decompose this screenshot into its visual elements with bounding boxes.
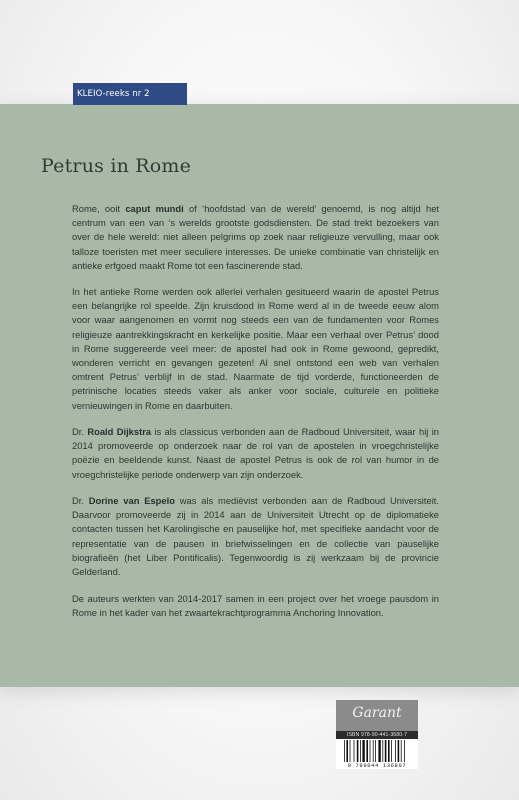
author-bio-van-espelo bbox=[72, 494, 439, 579]
barcode-bar bbox=[378, 740, 380, 762]
barcode-bar bbox=[350, 740, 351, 762]
bold-name: Dorine van Espelo bbox=[88, 495, 175, 506]
publisher-logo-box bbox=[336, 700, 418, 732]
author-bio-dijkstra bbox=[72, 425, 439, 482]
barcode-bar bbox=[344, 740, 345, 762]
text-run: of ‘hoofdstad van de wereld’ genoemd, is nog altijd het centrum van een van ‘s werelds grootste godsdiensten. De stad trekt bezoekers van over de hele wereld: niet alleen pelgrims op zoek naar religieuze vervulling, maar ook talloze toeristen met meer seculiere interesses. De unieke combinatie van christelijk en antieke erfgoed maakt Rome tot een fascinerende stad. bbox=[72, 203, 440, 271]
blurb-paragraph-2 bbox=[72, 285, 439, 413]
barcode-bar bbox=[385, 740, 387, 762]
barcode-bar bbox=[370, 740, 371, 762]
barcode-bar bbox=[346, 740, 348, 762]
text-run: De auteurs werkten van 2014-2017 samen in een project over het vroege pausdom in Rome in het kader van het zwaartekrachtprogramma Anchoring Innovation. bbox=[72, 593, 439, 619]
text-run: Dr. bbox=[72, 495, 89, 506]
text-run: Rome, ooit bbox=[72, 203, 126, 214]
barcode-bars bbox=[344, 740, 410, 762]
barcode bbox=[336, 739, 418, 769]
barcode-bar bbox=[357, 740, 359, 762]
barcode-bar bbox=[375, 740, 376, 762]
publisher-logo: Garant bbox=[352, 705, 402, 721]
barcode-bar bbox=[395, 740, 396, 762]
barcode-bar bbox=[362, 740, 364, 762]
barcode-bar bbox=[401, 740, 402, 762]
text-run: Dr. bbox=[72, 426, 88, 437]
bold-name: caput mundi bbox=[125, 203, 184, 214]
series-label: KLEIO-reeks nr 2 bbox=[73, 83, 187, 105]
barcode-bar bbox=[404, 740, 405, 762]
blurb-paragraph-1 bbox=[72, 202, 439, 273]
barcode-bar bbox=[360, 740, 361, 762]
barcode-bar bbox=[373, 740, 374, 762]
book-title: Petrus in Rome bbox=[41, 155, 192, 177]
project-note bbox=[72, 592, 439, 620]
isbn-label: ISBN 978-90-441-3680-7 bbox=[336, 731, 418, 739]
text-run: is als classicus verbonden aan de Radboud Universiteit, waar hij in 2014 promoveerde op onderzoek naar de rol van de apostelen in vroegchristelijke poëzie en beeldende kunst. Naast de apostel Petrus is ook de rol van humor in de vroegchristelijke periode onderwerp van zijn onderzoek. bbox=[72, 426, 439, 480]
barcode-bar bbox=[391, 740, 392, 762]
bold-name: Roald Dijkstra bbox=[87, 426, 152, 437]
barcode-bar bbox=[382, 740, 383, 762]
barcode-bar bbox=[354, 740, 355, 762]
text-run: In het antieke Rome werden ook allerlei verhalen gesitueerd waarin de apostel Petrus een belangrijke rol speelde. Zijn kruisdood in Rome werd al in de tweede eeuw alom voor waar aangenomen en vormt nog steeds een van de fundamenten voor Romes religieuze aantrekkingskracht en kerkelijke positie. Maar een verhaal over Petrus’ dood in Rome suggereerde veel meer: de apostel had ook in Rome gewoond, gepredikt, wonderen verricht en gevangen gezeten! Al snel ontstond een web van verhalen omtrent Petrus’ verblijf in de stad. Naarmate de tijd vorderde, functioneerden de petrinische locaties steeds vaker als anker voor sociale, culturele en politieke vernieuwingen in Rome en daarbuiten. bbox=[72, 286, 439, 411]
barcode-bar bbox=[388, 740, 390, 762]
barcode-bar bbox=[398, 740, 400, 762]
barcode-bar bbox=[366, 740, 368, 762]
barcode-digits: 9 789044 136807 bbox=[347, 762, 407, 769]
text-run: was als mediëvist verbonden aan de Radboud Universiteit. Daarvoor promoveerde zij in 2014 aan de Universiteit Utrecht op de diplomatieke contacten tussen het Karolingische en pauselijke hof, met specifieke aandacht voor de representatie van de pausen in briefwisselingen en de collectie van pauselijke biografieën (het Liber Pontificalis). Tegenwoordig is zij werkzaam bij de provincie Gelderland. bbox=[72, 495, 439, 578]
